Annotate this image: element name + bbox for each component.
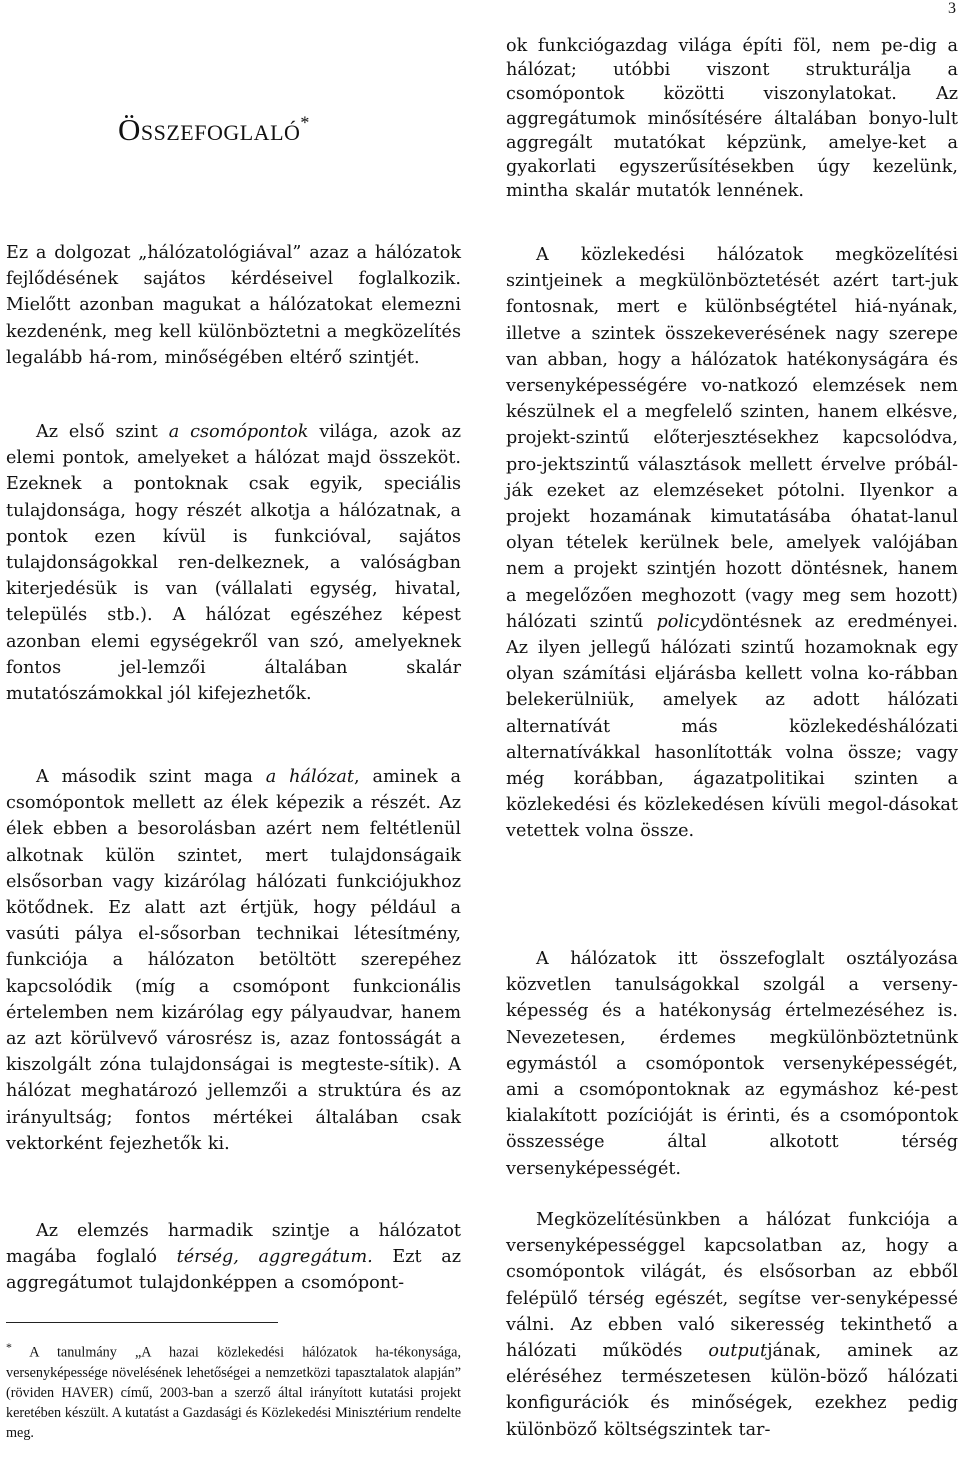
- text-segment: A második szint maga: [36, 767, 266, 787]
- footnote: [6, 1337, 461, 1443]
- emphasis-text: output: [708, 1341, 768, 1362]
- text-segment: világa, azok az elemi pontok, amelyeket a hálózat majd összeköt. Ezeknek a pontoknak csak egyik, speciális tulajdonsága, hogy részét alkotja a hálózatnak, a pontok ezen kívül is funkcióval, sajátos tulajdonságokkal ren-delkeznek, a valóságban kiterjedésük is van (vállalati egység, hivatal, település stb.). A hálózat egészéhez képest azonban elemi egységekről van szó, amelyeknek fontos jel-lemzői általában skalár mutatószámokkal jól kifejezhetők.: [6, 422, 462, 705]
- text-segment: Ezt az aggregátumot tulajdonképpen a csomópont-: [6, 1247, 461, 1294]
- footnote-divider: [6, 1322, 278, 1323]
- text-segment: Az első szint: [36, 422, 169, 442]
- paragraph-second-level: [6, 764, 461, 1157]
- text-segment: jának, aminek az eléréséhez természetesen külön-böző hálózati konfigurációk és minőségek, ezekhez pedig különböző költségszintek tar-: [506, 1341, 958, 1440]
- paragraph-continuation: ok funkciógazdag világa építi föl, nem pe-dig a hálózat; utóbbi viszont strukturálja a csomópontok közötti viszonylatokat. Az aggregátumok minősítésére általában bonyo-lult aggregált mutatókat képzünk, amelye-ket a gyakorlati egyszerűsítésekben úgy kezelünk, mintha skalár mutatók lennének.: [506, 36, 958, 202]
- emphasis-text: térség, aggregátum.: [176, 1247, 373, 1268]
- emphasis-text: a hálózat: [265, 767, 354, 787]
- paragraph-approach: [506, 1207, 958, 1443]
- paragraph-intro: Ez a dolgozat „hálózatológiával” azaz a hálózatok fejlődésének sajátos kérdéseivel foglalkozik. Mielőtt azonban magukat a hálózatokat elemezni kezdenénk, meg kell különböztetni a megközelítés legalább há-rom, minőségében eltérő szintjét.: [6, 243, 461, 368]
- paragraph-classification: A hálózatok itt összefoglalt osztályozása közvetlen tanulságokkal szolgál a verseny-képesség és a hatékonyság értelmezéséhez is. Nevezetesen, érdemes megkülönböztetnünk egymástól a csomópontok versenyképességét, ami a csomópontoknak az egymáshoz ké-pest kialakított pozícióját is érinti, és a csomópontok összessége által alkotott térség versenyképességét.: [506, 949, 958, 1179]
- title-text: Összefoglaló: [118, 112, 301, 147]
- title-footnote-marker: *: [300, 112, 310, 133]
- footnote-text: A tanulmány „A hazai közlekedési hálózatok ha-tékonysága, versenyképessége növelésének lehetőségei a nemzetközi tapasztalatok alapján” (röviden HAVER) című, 2003-ban a szerző által irányított kutatási projekt keretében készült. A kutatást a Gazdasági és Közlekedési Minisztérium rendelte meg.: [6, 1344, 461, 1441]
- text-segment: A közlekedési hálózatok megközelítési szintjeinek a megkülönböztetését azért tart-juk fontosnak, mert e különbségtétel hiá-nyának, illetve a szintek összekeverésének nagy szerepe van abban, hogy a hálózatok hatékonyságára és versenyképességére vo-natkozó elemzések nem készülnek el a megfelelő szinten, hanem elkésve, projekt-szintű előterjesztésekhez kapcsolódva, pro-jektszintű választások mellett érvelve próbál-ják ezeket az elemzéseket pótolni. Ilyenkor a projekt hozamának kimutatásába óhatat-lanul olyan tételek kerülnek bele, amelyek valójában nem a projekt szintjén hozott döntésnek, hanem a megelőzően meghozott (vagy meg sem hozott) hálózati szintű: [506, 245, 958, 632]
- text-segment: Az elemzés harmadik szintje a hálózatot magába foglaló: [6, 1221, 461, 1268]
- paragraph-third-level: [6, 1218, 461, 1297]
- paragraph-levels-importance: [506, 242, 958, 845]
- emphasis-text: policy: [656, 611, 710, 632]
- text-segment: Megközelítésünkben a hálózat funkciója a versenyképességgel kapcsolatban az, hogy a csomópontok világát, és elsősorban az ebből felépülő térség egészét, segítse ver-senyképessé válni. Az ebben való sikeresség tekinthető a hálózati működés: [506, 1210, 958, 1362]
- text-segment: , aminek a csomópontok mellett az élek képezik a részét. Az élek ebben a besorolásban azért nem feltétlenül alkotnak külön szintet, mert tulajdonságaik elsősorban vagy kizárólag hálózati funkciójukhoz kötődnek. Ez alatt azt értjük, hogy például a vasúti pálya el-sősorban technikai létesítmény, funkciója a hálózaton betöltött szerepéhez kapcsolódik (míg a csomópont funkcionális értelemben nem kizárólag egy pályaudvar, hanem az azt körülvevő városrész is, azaz fontosságát a kiszolgált zóna tulajdonságai is megteste-sítik). A hálózat meghatározó jellemzői a struktúra és az irányultság; fontos mértékei általában csak vektorként fejezhetők ki.: [6, 767, 462, 1154]
- footnote-marker: *: [6, 1340, 12, 1354]
- page-number: 3: [948, 0, 956, 17]
- emphasis-text: a csomópontok: [168, 422, 309, 442]
- page-title: [118, 112, 418, 148]
- paragraph-first-level: [6, 419, 461, 707]
- text-segment: döntésnek az eredményei. Az ilyen jellegű hálózati szintű hozamoknak egy olyan számítási eljárásba kellett volna ko-rábban belekerülniük, amelyek az adott hálózati alternatívát más közlekedéshálózati alternatívákkal hasonlították volna össze; vagy még korábban, ágazatpolitikai szinten a közlekedési és közlekedésen kívüli megol-dásokat vetettek volna össze.: [506, 611, 958, 842]
